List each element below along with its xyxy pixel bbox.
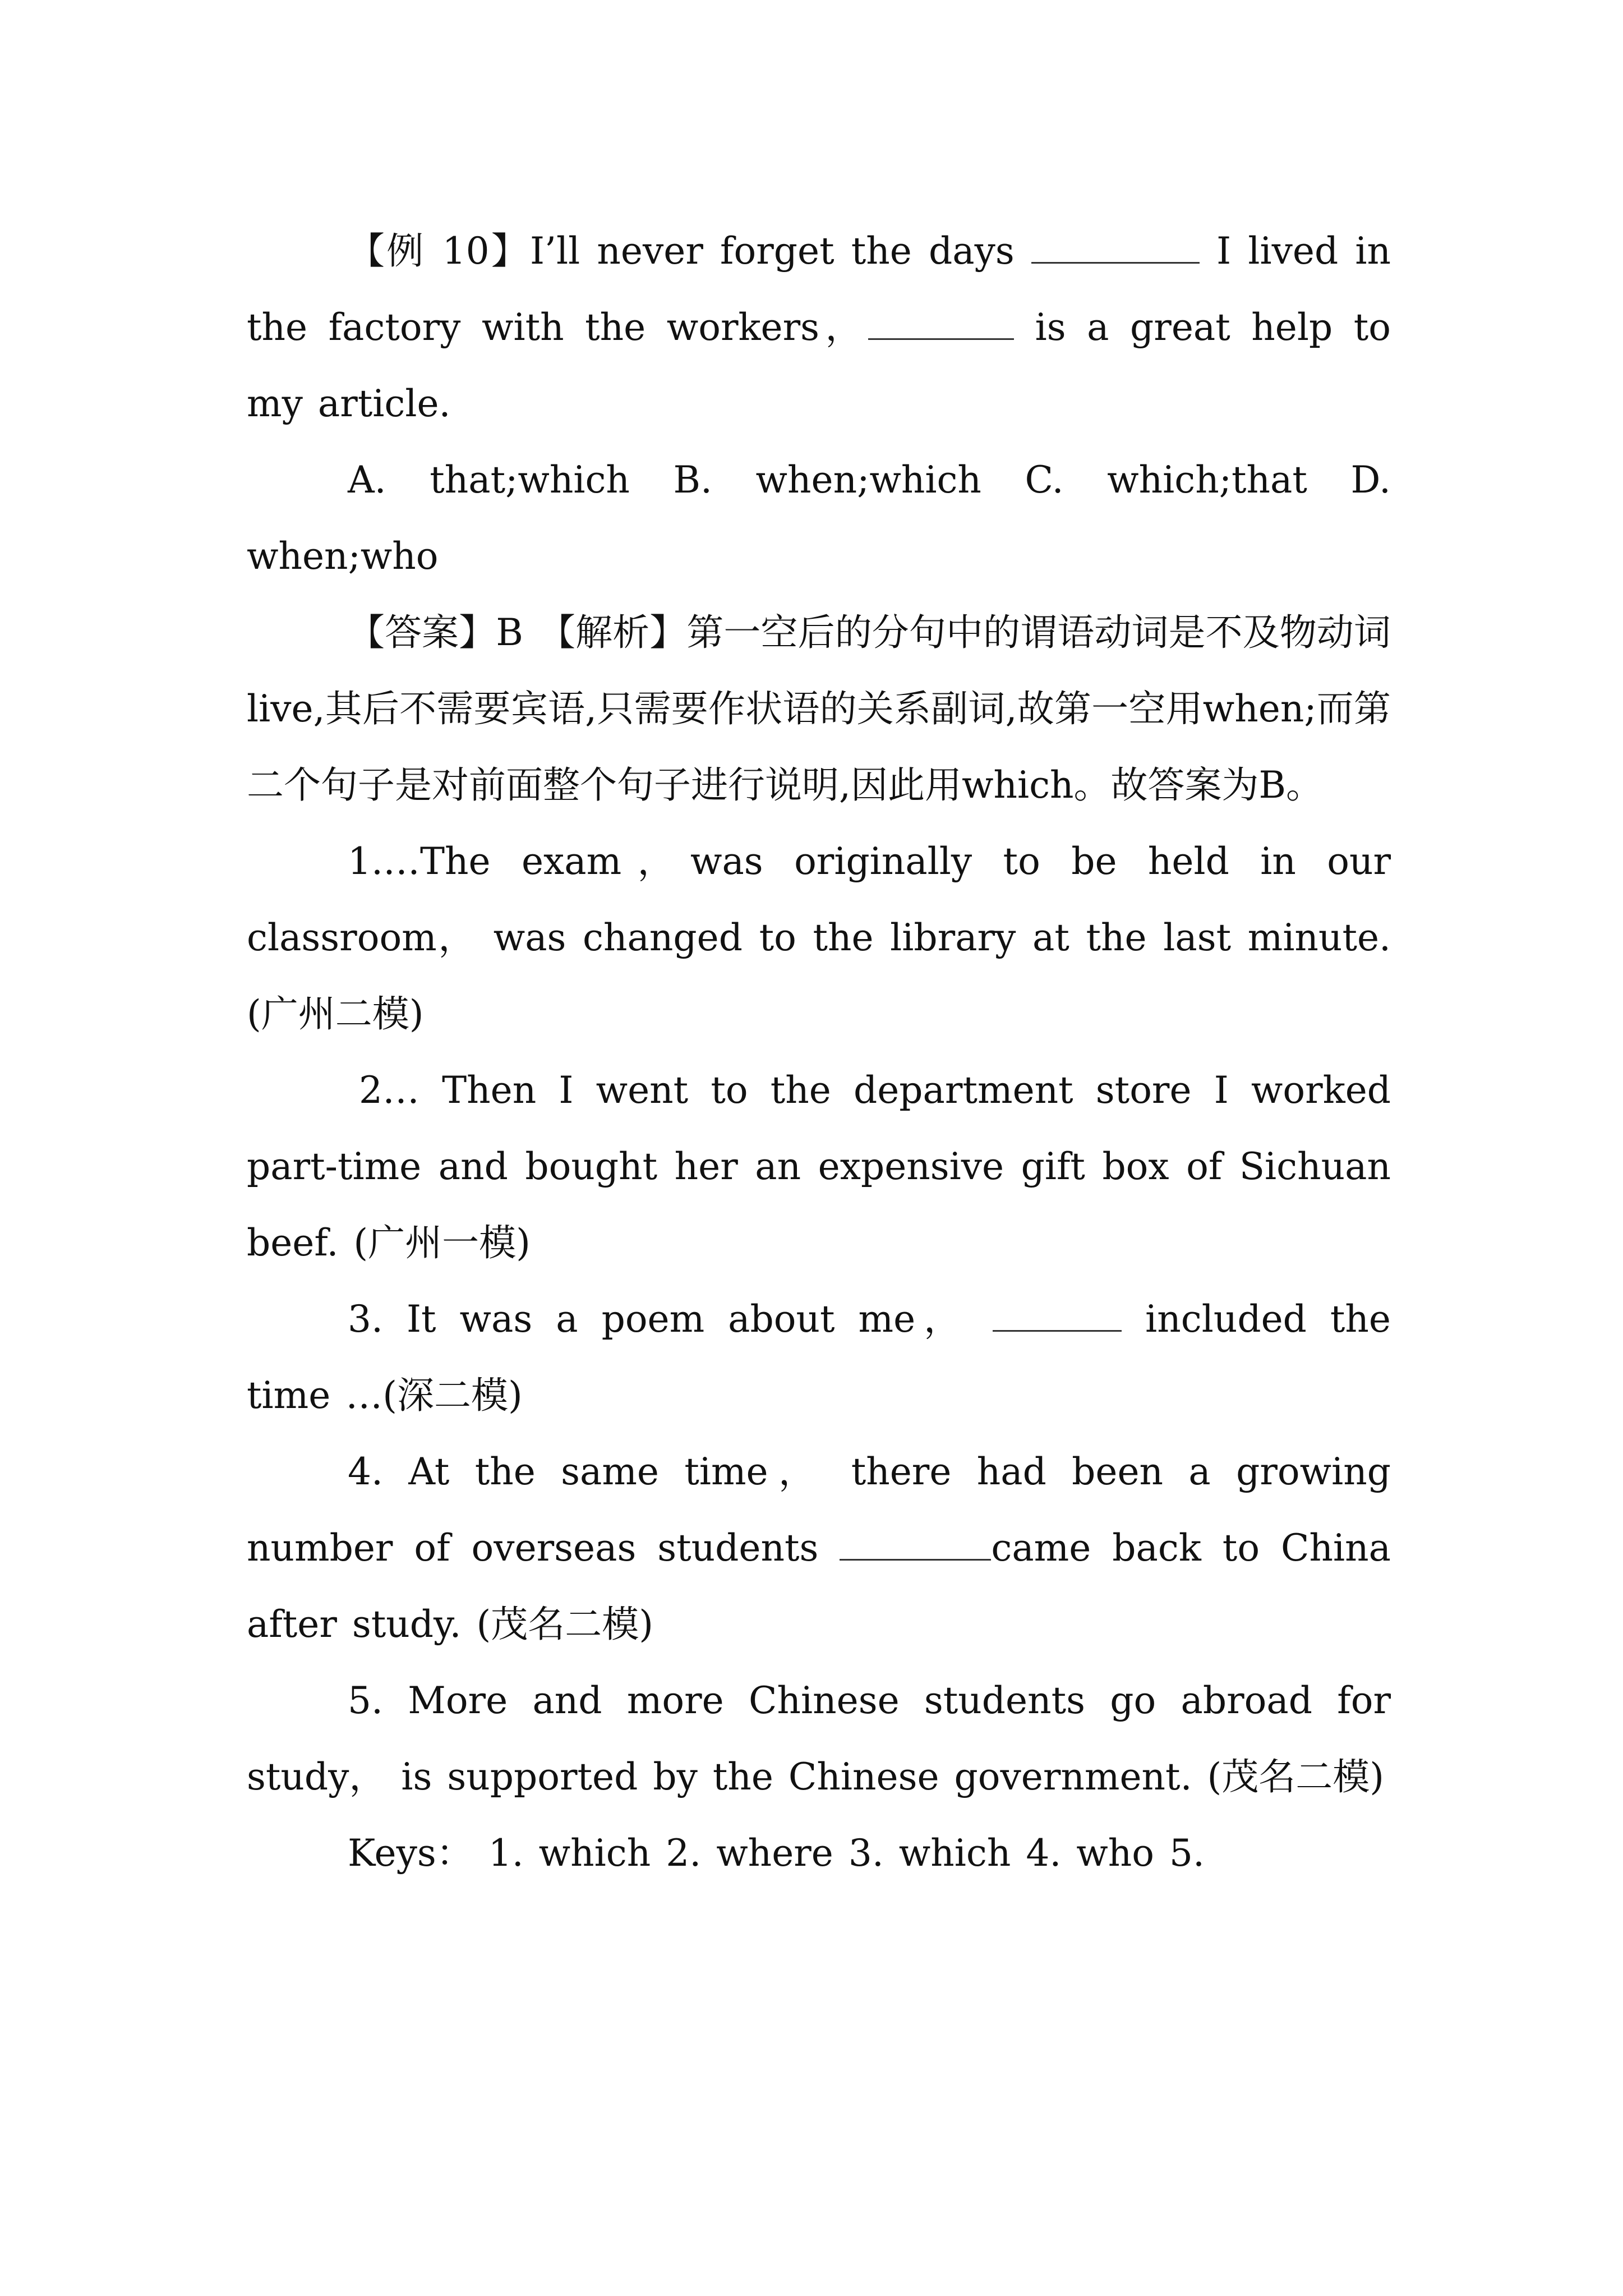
- example-part-2: I lived in the factory with the workers，: [247, 229, 1391, 349]
- answer-analysis: [247, 595, 1391, 823]
- answer-blank-2: [868, 305, 1014, 340]
- answer-blank: [993, 1297, 1122, 1332]
- exercise-text-a: 3. It was a poem about me，: [348, 1297, 993, 1341]
- exercise-text: 1.…The exam，was originally to be held in our classroom， was changed to the library at the last minute.(广州二模): [247, 840, 1391, 1036]
- answer-keys: [247, 1815, 1391, 1892]
- exercise-text-a: 4. At the same time， there had been a growing number of overseas students: [247, 1450, 1391, 1570]
- answer-value: B: [496, 611, 523, 654]
- example-part-3: is a great help to my article.: [247, 306, 1391, 425]
- analysis-label: 【解析】: [538, 611, 687, 654]
- exercise-text-b: came back to China after study. (茂名二模): [247, 1526, 1391, 1646]
- exercise-item-4: [247, 1434, 1391, 1663]
- example-question: [247, 213, 1391, 442]
- example-label: 【例 10】: [348, 229, 530, 273]
- analysis-text: 第一空后的分句中的谓语动词是不及物动词live,其后不需要宾语,只需要作状语的关系副词,故第一空用when;而第二个句子是对前面整个句子进行说明,因此用which。故答案为B。: [247, 611, 1391, 807]
- exercise-item-2: [247, 1052, 1391, 1281]
- answer-blank: [840, 1526, 991, 1561]
- exercise-item-3: [247, 1281, 1391, 1434]
- example-part-1: I’ll never forget the days: [529, 229, 1031, 273]
- answer-label: 【答案】: [348, 611, 496, 654]
- answer-blank-1: [1031, 229, 1200, 264]
- answer-options: [247, 442, 1391, 595]
- exercise-text: 2… Then I went to the department store I worked part-time and bought her an expensive gift box of Sichuan beef. (广州一模): [247, 1069, 1391, 1264]
- keys-text: Keys： 1. which 2. where 3. which 4. who 5.: [348, 1832, 1205, 1875]
- exercise-text-b: included the time …(深二模): [247, 1297, 1391, 1417]
- exercise-item-5: [247, 1663, 1391, 1815]
- exercise-text: 5. More and more Chinese students go abroad for study， is supported by the Chinese government. (茂名二模): [247, 1679, 1391, 1798]
- exercise-item-1: [247, 823, 1391, 1052]
- document-page: [247, 213, 1391, 1892]
- options-text: A. that;which B. when;which C. which;that D. when;who: [247, 458, 1391, 578]
